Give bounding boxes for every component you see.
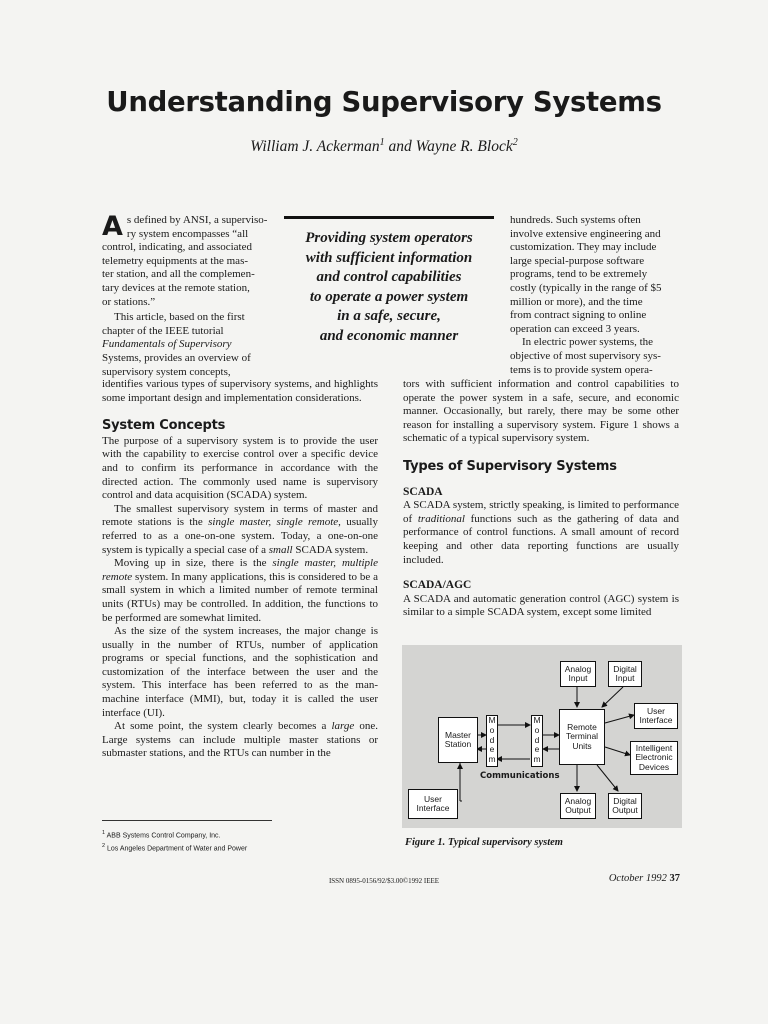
line: costly (typically in the range of $5 [510, 281, 662, 294]
text: The smallest supervisory system in terms of master and remote stations is the [102, 502, 378, 529]
line: ter station, and all the complemen- [102, 268, 255, 281]
article-title: Understanding Supervisory Systems [106, 86, 662, 118]
issn-line: ISSN 0895-0156/92/$3.00©1992 IEEE [328, 877, 440, 885]
footnote-1 [102, 828, 362, 841]
modem-letter: m [533, 754, 541, 765]
text: one. Large systems can include multiple master stations or submaster stations, and the RTUs can number in the [102, 720, 378, 760]
line: objective of most supervisory sys- [510, 349, 661, 362]
line: programs, tend to be extremely [510, 268, 648, 281]
text: , usually referred to as a one-on-one system. Today, a one-on-one system is typically a special case of a [102, 516, 378, 556]
line: Systems, provides an overview of [102, 351, 251, 364]
pull-quote-text [284, 229, 494, 346]
paragraph: As the size of the system increases, the major change is usually in the number of RTUs, number of application programs or special functions, and the sophistication and customization of the interface between the user and the system. This interface has been referred to as the man-machine interface (MMI), but, today it is called the user interface (UI). [102, 625, 378, 719]
modem-letter: e [534, 744, 540, 755]
line: supervisory system concepts, [102, 365, 231, 378]
box-label: Devices [638, 761, 670, 772]
text: system. In many applications, this is considered to be a small system in which a limited number of remote terminal units (RTUs) may be controlled. In addition, the functions to be performed are somewhat limited. [102, 570, 378, 624]
pull-quote-line: and control capabilities [316, 269, 462, 285]
box-label: Output [565, 805, 591, 815]
paragraph: tors with sufficient information and control capabilities to operate the power system in a safe, secure, and economic manner. Occasionally, but rarely, there may be some other reason for installing a supervisory system. Figure 1 shows a schematic of a typical supervisory system. [403, 378, 679, 445]
analog-input-box [560, 661, 596, 687]
paragraph [510, 336, 678, 377]
footnote-divider [102, 820, 272, 821]
digital-input-box [608, 661, 642, 687]
paragraph: identifies various types of supervisory systems, and highlights some important design and implementation considerations. [102, 378, 378, 404]
line: s defined by ANSI, a superviso- [126, 214, 268, 226]
emphasis: traditional [417, 512, 465, 525]
column-2-top [510, 214, 678, 377]
footnotes [102, 828, 362, 855]
box-label: Station [444, 739, 472, 749]
section-heading-types: Types of Supervisory Systems [403, 458, 617, 474]
modem-letter: M [533, 715, 541, 725]
paragraph [403, 499, 679, 567]
communications-label: Communications [480, 771, 560, 781]
paragraph [102, 503, 378, 557]
paragraph [510, 214, 678, 336]
pull-quote-line: Providing system operators [305, 230, 473, 246]
footnote-text: ABB Systems Control Company, Inc. [105, 832, 221, 840]
box-label: Intelligent [635, 742, 673, 753]
modem-letter: o [534, 724, 540, 735]
modem-letter: e [489, 744, 495, 755]
emphasis: single master, single remote [208, 516, 339, 529]
box-label: User [424, 793, 442, 804]
section-heading-system-concepts: System Concepts [102, 418, 226, 434]
modem-left [486, 715, 498, 767]
text: At some point, the system clearly becomes a [114, 720, 332, 733]
line: hundreds. Such systems often [510, 214, 641, 226]
text: functions such as the gathering of data and performance of control functions. A small amount of record keeping and other data reporting functions are usually included. [403, 512, 680, 566]
footnote-mark: 1 [102, 830, 106, 836]
box-label: Input [615, 673, 635, 683]
line: This article, based on the first [114, 311, 245, 324]
user-interface-right-box [634, 703, 678, 729]
modem-letter: o [489, 724, 495, 735]
box-label: Interface [639, 715, 673, 725]
author-2-footnote-mark: 2 [512, 137, 518, 148]
author-line [0, 137, 768, 156]
line: chapter of the IEEE tutorial [102, 324, 224, 337]
line: control, indicating, and associated [102, 241, 252, 254]
emphasis: single master, multiple remote [102, 557, 378, 583]
intro-paragraph [102, 211, 274, 309]
pull-quote-line: to operate a power system [309, 288, 469, 305]
figure-1-diagram [402, 645, 682, 828]
modem-letter: m [488, 754, 496, 765]
line: telemetry equipments at the mas- [102, 254, 249, 267]
issue-date: October 1992 [608, 873, 670, 884]
box-label: Master [445, 729, 471, 740]
author-2: and Wayne R. Block [384, 138, 513, 156]
page-footer [560, 873, 680, 884]
footnote-2 [102, 841, 362, 854]
remote-terminal-units-box [559, 709, 605, 765]
line: operation can exceed 3 years. [510, 322, 640, 335]
subheading-scada-agc: SCADA/AGC [403, 579, 472, 592]
modem-right [531, 715, 543, 767]
text: Moving up in size, there is the [114, 557, 273, 570]
text: A SCADA system, strictly speaking, is limited to performance of [403, 499, 679, 525]
line: involve extensive engineering and [510, 227, 661, 240]
column-1-top [102, 211, 274, 379]
pull-quote-line: and economic manner [319, 327, 459, 344]
text: SCADA system. [292, 543, 369, 556]
line: from contract signing to online [510, 309, 647, 322]
modem-letter: M [488, 715, 496, 725]
pull-quote-line: in a safe, secure, [337, 308, 441, 324]
box-label: Interface [416, 803, 450, 813]
intelligent-electronic-devices-box [630, 741, 678, 775]
line: million or more), and the time [510, 295, 643, 308]
paragraph [102, 557, 378, 625]
paragraph: The purpose of a supervisory system is to provide the user with the capability to exercise control over a specific device and to confirm its performance in accordance with the directed action. The commonly used name is supervisory control and data acquisition (SCADA) system. [102, 434, 378, 502]
line: customization. They may include [510, 241, 657, 254]
footnote-mark: 2 [102, 843, 106, 850]
analog-output-box [560, 793, 596, 819]
pull-quote [284, 216, 494, 346]
box-label: Output [612, 805, 638, 815]
book-title: Fundamentals of Supervisory [102, 338, 232, 351]
page-number: 37 [669, 873, 680, 884]
author-1: William J. Ackerman [250, 138, 380, 156]
paragraph: A SCADA and automatic generation control (AGC) system is similar to a simple SCADA system, except some limited [403, 592, 679, 619]
modem-letter: d [534, 734, 540, 745]
line: ry system encompasses “all [126, 227, 249, 240]
drop-cap: A [102, 211, 123, 242]
box-label: Electronic [635, 752, 673, 763]
paragraph [102, 720, 378, 761]
box-label: Input [568, 673, 588, 683]
digital-output-box [608, 793, 642, 819]
modem-letter: d [489, 734, 495, 745]
box-label: Units [572, 740, 592, 751]
pull-quote-line: with sufficient information [305, 249, 473, 266]
author-1-footnote-mark: 1 [379, 137, 385, 148]
footnote-text: Los Angeles Department of Water and Power [105, 845, 248, 853]
line: tary devices at the remote station, [102, 281, 250, 294]
line: or stations.” [102, 295, 156, 308]
box-label: Analog [564, 663, 592, 674]
line: In electric power systems, the [522, 336, 654, 349]
box-label: Terminal [565, 731, 599, 742]
subheading-scada: SCADA [403, 485, 443, 498]
figure-caption: Figure 1. Typical supervisory system [405, 837, 563, 848]
emphasis: small [268, 543, 293, 556]
box-label: Digital [613, 795, 637, 806]
column-1-body [102, 378, 378, 761]
paragraph [102, 311, 274, 379]
line: large special-purpose software [510, 254, 645, 267]
column-2-body [403, 378, 679, 620]
box-label: Remote [567, 721, 597, 732]
master-station-box [438, 717, 478, 763]
box-label: User [647, 705, 665, 716]
line: tems is to provide system opera- [510, 363, 653, 376]
box-label: Analog [564, 795, 592, 806]
user-interface-left-box [408, 789, 458, 819]
emphasis: large [331, 720, 355, 733]
box-label: Digital [613, 663, 637, 674]
